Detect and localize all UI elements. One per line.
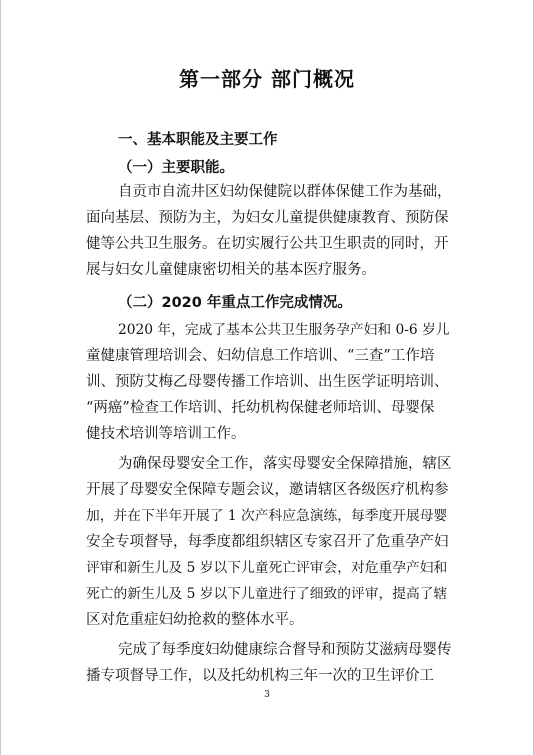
paragraph-line: 区对危重症妇幼抢救的整体水平。: [86, 612, 304, 628]
section-heading: 一、基本职能及主要工作: [118, 132, 278, 148]
paragraph-line: 开展了母婴安全保障专题会议，邀请辖区各级医疗机构参: [86, 482, 449, 498]
page-border-left: [0, 0, 1, 755]
paragraph-line: 完成了每季度妇幼健康综合督导和预防艾滋病母婴传: [118, 642, 452, 658]
paragraph-line: 死亡的新生儿及 5 岁以下儿童进行了细致的评审，提高了辖: [86, 586, 448, 602]
paragraph-line: 播专项督导工作，以及托幼机构三年一次的卫生评价工: [86, 668, 434, 684]
paragraph-line: 面向基层、预防为主，为妇女儿童提供健康教育、预防保: [86, 210, 449, 226]
paragraph-line: 评审和新生儿及 5 岁以下儿童死亡评审会，对危重孕产妇和: [86, 560, 448, 576]
paragraph-line: “两癌”检查工作培训、托幼机构保健老师培训、母婴保: [86, 400, 435, 416]
page-title: 第一部分 部门概况: [179, 67, 355, 91]
paragraph-line: 自贡市自流井区妇幼保健院以群体保健工作为基础，: [118, 184, 452, 200]
paragraph-line: 健等公共卫生服务。在切实履行公共卫生职责的同时，开: [86, 236, 449, 252]
paragraph-line: 为确保母婴安全工作，落实母婴安全保障措施，辖区: [118, 456, 452, 472]
paragraph-line: 童健康管理培训会、妇幼信息工作培训、“三查”工作培: [86, 348, 435, 364]
paragraph-line: 训、预防艾梅乙母婴传播工作培训、出生医学证明培训、: [86, 374, 449, 390]
paragraph-line: 健技术培训等培训工作。: [86, 426, 246, 442]
paragraph-line: 安全专项督导，每季度都组织辖区专家召开了危重孕产妇: [86, 534, 449, 550]
paragraph-line: 展与妇女儿童健康密切相关的基本医疗服务。: [86, 262, 376, 278]
page-number: 3: [264, 690, 270, 700]
subsection-heading-2020-work: （二）2020 年重点工作完成情况。: [118, 295, 352, 311]
paragraph-line: 2020 年，完成了基本公共卫生服务孕产妇和 0-6 岁儿: [118, 322, 450, 338]
subsection-heading-functions: （一）主要职能。: [118, 160, 234, 176]
paragraph-line: 加，并在下半年开展了 1 次产科应急演练，每季度开展母婴: [86, 508, 448, 524]
